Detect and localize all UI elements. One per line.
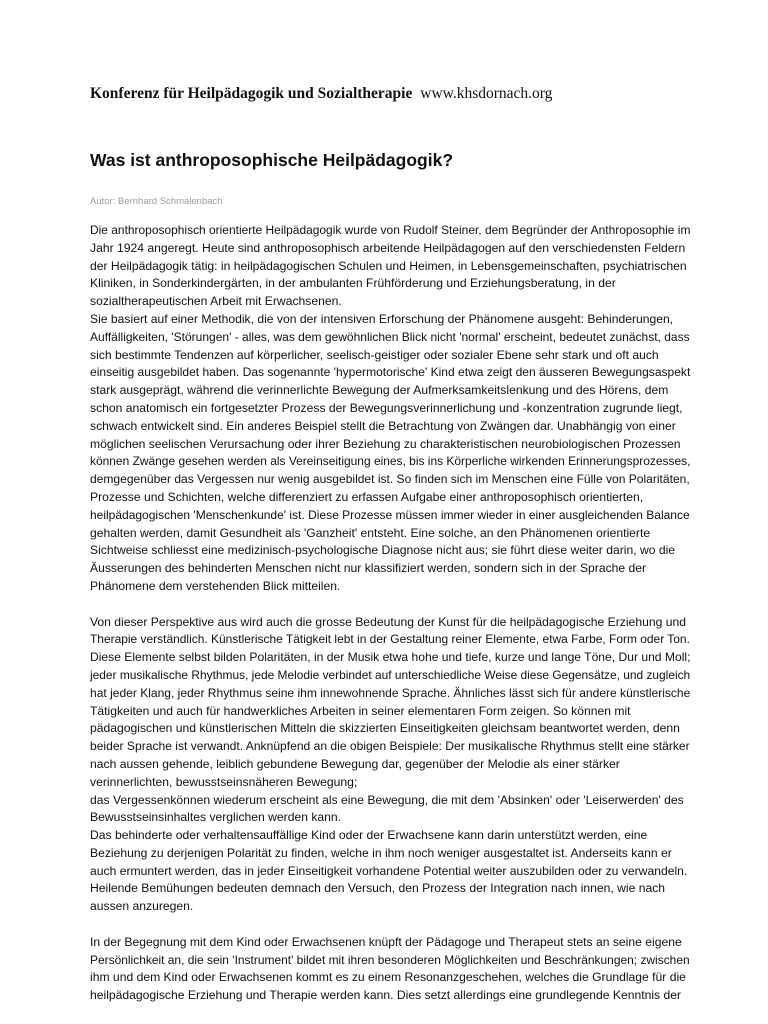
text-line: jeder musikalische Rhythmus, jede Melodie verbindet auf unterschiedliche Weise diese Gegensätze, und zugleich [90,667,691,682]
text-line: schon anatomisch ein fortgesetzter Prozess der Bewegungsverinnerlichung und -konzentration zugrunde liegt, [90,400,683,415]
text-line: möglichen seelischen Verursachung oder ihrer Beziehung zu charakteristischen neurobiologischen Prozessen [90,436,681,451]
text-line: können Zwänge gesehen werden als Vereinseitigung eines, bis ins Körperliche wirkenden Erinnerungsprozesses, [90,454,691,469]
text-line: Äusserungen des behinderten Menschen nicht nur klassifiziert werden, sondern sich in der Sprache der [90,561,647,576]
text-line: Auffälligkeiten, 'Störungen' - alles, was dem gewöhnlichen Blick nicht 'normal' erscheint, bedeutet zunächst, dass [90,329,690,344]
text-line: schwach entwickelt sind. Ein anderes Beispiel stellt die Betrachtung von Zwängen dar. Unabhängig von einer [90,418,676,433]
text-line: In der Begegnung mit dem Kind oder Erwachsenen knüpft der Pädagoge und Therapeut stets an seine eigene [90,934,682,949]
text-line: sozialtherapeutischen Arbeit mit Erwachsenen. [90,294,342,309]
text-line: pädagogischen und künstlerischen Mitteln die skizzierten Einseitigkeiten gleichsam beantwortet werden, denn [90,721,680,736]
text-line: heilpädagogische Erziehung und Therapie werden kann. Dies setzt allerdings eine grundlegende Kenntnis der [90,988,682,1003]
text-line: ihm und dem Kind oder Erwachsenen kommt es zu einem Resonanzgeschehen, welches die Grundlage für die [90,970,686,985]
text-line: Prozesse und Schichten, welche differenziert zu erfassen Aufgabe einer anthroposophisch orientierten, [90,489,644,504]
text-line: Sie basiert auf einer Methodik, die von der intensiven Erforschung der Phänomene ausgeht: Behinderungen, [90,311,674,326]
text-line: stark ausgeprägt, während die verinnerlichte Bewegung der Aufmerksamkeitslenkung und des Hörens, dem [90,383,669,398]
text-line: gehalten werden, damit Gesundheit als 'Ganzheit' entsteht. Eine solche, an den Phänomenen orientierte [90,525,651,540]
text-line: heilpädagogischen 'Menschenkunde' ist. Diese Prozesse müssen immer wieder in einer ausgleichenden Balance [90,507,690,522]
text-line: Kliniken, in Sonderkindergärten, in der ambulanten Frühförderung und Erziehungsberatung, in der [90,276,616,291]
text-line: demgegenüber das Vergessen nur wenig ausgebildet ist. So finden sich im Menschen eine Fülle von Polaritäten, [90,472,690,487]
text-line: einseitig ausgebildet haben. Das sogenannte 'hypermotorische' Kind etwa zeigt den äusseren Bewegungsaspekt [90,365,691,380]
text-line: aussen anzuregen. [90,899,194,914]
text-line: Tätigkeiten und auch für handwerkliches Arbeiten in seiner elementaren Form zeigen. So können mit [90,703,631,718]
text-line: Heilende Bemühungen bedeuten demnach den Versuch, den Prozess der Integration nach innen, wie nach [90,881,666,896]
text-line: Beziehung zu derjenigen Polarität zu finden, welche in ihm noch weniger ausgestaltet ist. Anderseits kann er [90,845,672,860]
text-line: Von dieser Perspektive aus wird auch die grosse Bedeutung der Kunst für die heilpädagogische Erziehung und [90,614,686,629]
paragraph-intro [90,222,690,311]
text-line: Phänomene dem verstehenden Blick mitteilen. [90,578,341,593]
text-line: der Heilpädagogik tätig: in heilpädagogischen Schulen und Heimen, in Lebensgemeinschaften, psychiatrischen [90,258,687,273]
text-line: Das behinderte oder verhaltensauffällige Kind oder der Erwachsene kann darin unterstützt werden, eine [90,828,648,843]
text-line: Sichtweise schliesst eine medizinisch-psychologische Diagnose nicht aus; sie führt diese weiter darin, wo die [90,543,676,558]
text-line: sich bestimmte Tendenzen auf körperlicher, seelisch-geistiger oder sozialer Ebene sehr stark und oft auch [90,347,659,362]
text-line: Therapie verständlich. Künstlerische Tätigkeit lebt in der Gestaltung reiner Elemente, etwa Farbe, Form oder Ton. [90,632,690,647]
author-line: Autor: Bernhard Schmalenbach [90,196,223,207]
text-line: Persönlichkeit an, die sein 'Instrument' bildet mit ihren besonderen Möglichkeiten und Beschränkungen; zwischen [90,952,690,967]
text-line: das Vergessenkönnen wiederum erscheint als eine Bewegung, die mit dem 'Absinken' oder 'Leiserwerden' des [90,792,684,807]
text-line: auch ermuntert werden, das in jeder Einseitigkeit vorhandene Potential weiter auszubilden oder zu verwandeln. [90,863,688,878]
conference-name: Konferenz für Heilpädagogik und Sozialtherapie [90,85,413,102]
article-title: Was ist anthroposophische Heilpädagogik? [90,150,454,170]
text-line: Bewusstseinsinhaltes verglichen werden kann. [90,810,342,825]
text-line: nach aussen gehende, leiblich gebundene Bewegung dar, gegenüber der Melodie als einer stärker [90,756,620,771]
text-line: Diese Elemente selbst bilden Polaritäten, in der Musik etwa hohe und tiefe, kurze und lange Töne, Dur und Moll; [90,650,691,665]
paragraph-methodology [90,311,690,596]
text-line: hat jeder Klang, jeder Rhythmus seine ihm innewohnende Sprache. Ähnliches lässt sich für andere künstlerische [90,685,691,700]
text-line: verinnerlichten, bewusstseinsnäheren Bewegung; [90,774,358,789]
text-line: Jahr 1924 angeregt. Heute sind anthroposophisch arbeitende Heilpädagogen auf den verschiedensten Feldern [90,240,686,255]
conference-url[interactable]: www.khsdornach.org [420,85,553,102]
paragraph-encounter [90,934,690,1005]
paragraph-art [90,614,690,917]
article-body [90,222,690,1005]
text-line: beider Sprache ist verwandt. Anknüpfend an die obigen Beispiele: Der musikalische Rhythmus stellt eine stärker [90,739,690,754]
conference-header [90,84,552,104]
text-line: Die anthroposophisch orientierte Heilpädagogik wurde von Rudolf Steiner, dem Begründer der Anthroposophie im [90,223,691,237]
